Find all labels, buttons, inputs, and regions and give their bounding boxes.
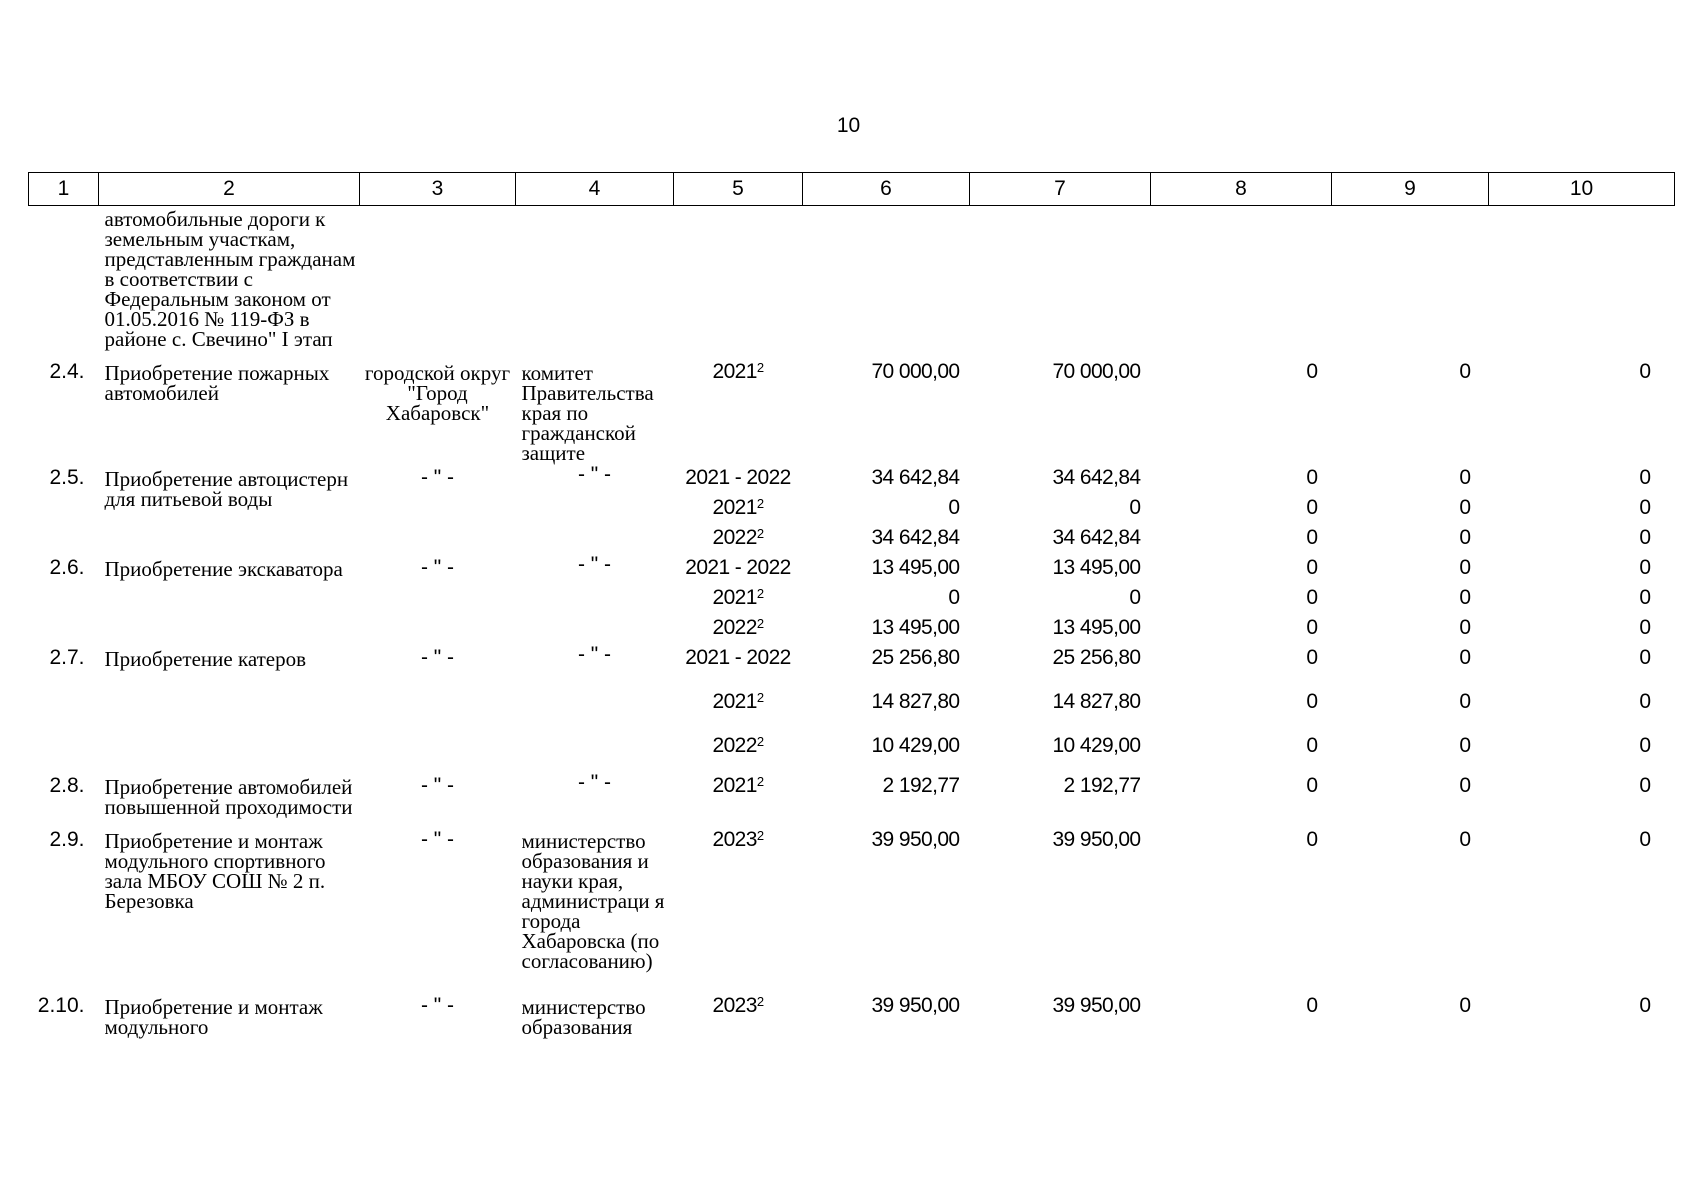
total-cell	[803, 463, 970, 553]
value-text: 34 642,84	[1052, 526, 1141, 549]
value-text: 13 495,00	[1052, 616, 1141, 639]
value-line	[1151, 523, 1318, 553]
item-name: Приобретение автомобилей повышенной проходимости	[104, 775, 353, 819]
value-line	[1151, 583, 1318, 613]
total-cell	[803, 771, 970, 825]
value-text: 39 950,00	[871, 994, 960, 1017]
value-line	[803, 825, 960, 855]
item-location: - " -	[420, 994, 455, 1017]
year-cell	[674, 357, 803, 463]
value-text: 34 642,84	[1052, 466, 1141, 489]
item-location: - " -	[420, 646, 455, 669]
source-3-cell	[1332, 553, 1489, 643]
row-number: 2.9.	[49, 828, 85, 851]
value-line	[1151, 991, 1318, 1021]
year-line	[674, 583, 803, 613]
page-number: 10	[836, 114, 861, 137]
value-line	[1151, 493, 1318, 523]
source-2-cell	[1151, 771, 1332, 825]
value-text: 0	[1306, 734, 1318, 757]
row-number: 2.4.	[49, 360, 85, 383]
value-line	[1489, 643, 1651, 687]
total-cell	[803, 643, 970, 771]
header-col-5: 5	[674, 173, 803, 206]
value-line	[803, 523, 960, 553]
value-line	[1332, 825, 1471, 855]
value-line	[1151, 643, 1318, 687]
source-4-cell	[1489, 771, 1675, 825]
source-2-cell	[1151, 357, 1332, 463]
row-number: 2.6.	[49, 556, 85, 579]
item-name: Приобретение автоцистерн для питьевой воды	[104, 467, 349, 511]
value-line	[970, 731, 1141, 771]
value-text: 0	[1639, 828, 1651, 851]
value-line	[1489, 613, 1651, 643]
value-text: 0	[1639, 734, 1651, 757]
table-row	[29, 553, 1675, 643]
value-text: 0	[1306, 466, 1318, 489]
item-executor: комитет Правительства края по гражданской защите	[521, 361, 654, 465]
table-row	[29, 825, 1675, 991]
value-text: 39 950,00	[1052, 828, 1141, 851]
year-text: 2021 - 2022	[685, 466, 791, 489]
source-4-cell	[1489, 357, 1675, 463]
item-executor: - " -	[577, 771, 612, 794]
value-text: 0	[1459, 690, 1471, 713]
item-name: Приобретение экскаватора	[104, 557, 343, 581]
year-text: 2021	[712, 690, 757, 713]
year-line	[674, 731, 803, 771]
value-text: 0	[1306, 994, 1318, 1017]
footnote-marker: 2	[756, 586, 764, 601]
value-line	[1332, 643, 1471, 687]
value-text: 0	[948, 496, 960, 519]
value-text: 0	[1459, 734, 1471, 757]
year-line	[674, 523, 803, 553]
source-3-cell	[1332, 357, 1489, 463]
value-text: 0	[1306, 556, 1318, 579]
footnote-marker: 2	[756, 526, 764, 541]
table-row	[29, 771, 1675, 825]
year-line	[674, 553, 803, 583]
value-text: 25 256,80	[871, 646, 960, 669]
value-line	[803, 463, 960, 493]
value-text: 70 000,00	[871, 360, 960, 383]
source-3-cell	[1332, 825, 1489, 991]
year-line	[674, 991, 803, 1021]
value-line	[803, 553, 960, 583]
row-number: 2.8.	[49, 774, 85, 797]
table-row	[29, 991, 1675, 1045]
footnote-marker: 2	[756, 616, 764, 631]
value-text: 2 192,77	[1063, 774, 1141, 797]
item-name: Приобретение пожарных автомобилей	[104, 361, 330, 405]
source-4-cell	[1489, 991, 1675, 1045]
value-text: 0	[1639, 586, 1651, 609]
header-col-4: 4	[516, 173, 674, 206]
header-col-8: 8	[1151, 173, 1332, 206]
value-text: 39 950,00	[871, 828, 960, 851]
source-3-cell	[1332, 643, 1489, 771]
continuation-text: автомобильные дороги к земельным участкам, представленным гражданам в соответствии с Федеральным законом от 01.05.2016 № 119-ФЗ в районе с. Свечино" I этап	[104, 207, 356, 351]
value-line	[1332, 523, 1471, 553]
year-cell	[674, 553, 803, 643]
header-col-10: 10	[1489, 173, 1675, 206]
year-text: 2021 - 2022	[685, 646, 791, 669]
value-text: 14 827,80	[871, 690, 960, 713]
value-text: 0	[1306, 496, 1318, 519]
value-text: 0	[1129, 586, 1141, 609]
value-text: 10 429,00	[1052, 734, 1141, 757]
value-line	[1332, 687, 1471, 731]
value-text: 34 642,84	[871, 526, 960, 549]
source-4-cell	[1489, 643, 1675, 771]
value-text: 0	[1306, 774, 1318, 797]
year-cell	[674, 771, 803, 825]
year-text: 2023	[712, 994, 757, 1017]
value-text: 0	[1639, 994, 1651, 1017]
value-text: 0	[1306, 360, 1318, 383]
table-body	[29, 206, 1675, 1046]
year-text: 2023	[712, 828, 757, 851]
item-location: - " -	[420, 828, 455, 851]
value-text: 0	[1459, 828, 1471, 851]
value-line	[1489, 553, 1651, 583]
value-text: 0	[1459, 360, 1471, 383]
row-number: 2.7.	[49, 646, 85, 669]
value-line	[803, 583, 960, 613]
value-text: 34 642,84	[871, 466, 960, 489]
year-cell	[674, 825, 803, 991]
value-line	[803, 991, 960, 1021]
value-line	[1151, 463, 1318, 493]
value-line	[803, 613, 960, 643]
value-line	[1151, 771, 1318, 801]
value-line	[970, 553, 1141, 583]
value-line	[970, 583, 1141, 613]
source-3-cell	[1332, 771, 1489, 825]
column-number-header	[29, 173, 1675, 206]
value-line	[1332, 493, 1471, 523]
item-executor: министерство образования и науки края, администраци я города Хабаровска (по согласованию)	[521, 829, 665, 973]
year-line	[674, 357, 803, 387]
value-line	[1151, 825, 1318, 855]
year-cell	[674, 991, 803, 1045]
total-cell	[803, 991, 970, 1045]
value-line	[803, 357, 960, 387]
year-line	[674, 771, 803, 801]
header-col-1: 1	[29, 173, 99, 206]
source-3-cell	[1332, 463, 1489, 553]
value-text: 0	[1459, 586, 1471, 609]
value-text: 0	[1306, 616, 1318, 639]
value-line	[1489, 523, 1651, 553]
value-text: 0	[1639, 646, 1651, 669]
value-line	[970, 357, 1141, 387]
value-text: 70 000,00	[1052, 360, 1141, 383]
value-line	[970, 613, 1141, 643]
value-text: 39 950,00	[1052, 994, 1141, 1017]
value-line	[803, 687, 960, 731]
header-col-6: 6	[803, 173, 970, 206]
value-line	[1151, 553, 1318, 583]
value-line	[1151, 731, 1318, 771]
year-text: 2021	[712, 586, 757, 609]
value-line	[970, 991, 1141, 1021]
value-text: 0	[1306, 526, 1318, 549]
total-cell	[803, 553, 970, 643]
value-text: 0	[1639, 360, 1651, 383]
value-text: 0	[1639, 690, 1651, 713]
footnote-marker: 2	[756, 496, 764, 511]
value-text: 0	[1306, 646, 1318, 669]
value-text: 13 495,00	[1052, 556, 1141, 579]
value-line	[1332, 731, 1471, 771]
source-1-cell	[970, 771, 1151, 825]
value-line	[970, 463, 1141, 493]
footnote-marker: 2	[756, 994, 764, 1009]
value-line	[803, 771, 960, 801]
header-col-2: 2	[99, 173, 360, 206]
value-line	[970, 687, 1141, 731]
value-text: 0	[1306, 828, 1318, 851]
value-line	[1151, 687, 1318, 731]
value-line	[1151, 613, 1318, 643]
item-executor: министерство образования	[521, 995, 646, 1039]
item-location: - " -	[420, 466, 455, 489]
footnote-marker: 2	[756, 734, 764, 749]
value-line	[1332, 991, 1471, 1021]
value-line	[970, 643, 1141, 687]
source-1-cell	[970, 357, 1151, 463]
value-text: 0	[1459, 496, 1471, 519]
value-line	[1489, 771, 1651, 801]
value-line	[1489, 357, 1651, 387]
year-cell	[674, 643, 803, 771]
year-line	[674, 463, 803, 493]
source-1-cell	[970, 463, 1151, 553]
continuation-row	[29, 206, 1675, 358]
item-executor: - " -	[577, 463, 612, 486]
source-2-cell	[1151, 463, 1332, 553]
value-line	[970, 771, 1141, 801]
value-line	[1489, 825, 1651, 855]
footnote-marker: 2	[756, 774, 764, 789]
year-text: 2022	[712, 616, 757, 639]
source-2-cell	[1151, 991, 1332, 1045]
source-2-cell	[1151, 825, 1332, 991]
value-text: 0	[1639, 556, 1651, 579]
value-text: 0	[1639, 616, 1651, 639]
year-line	[674, 613, 803, 643]
item-name: Приобретение катеров	[104, 647, 307, 671]
year-line	[674, 825, 803, 855]
footnote-marker: 2	[756, 690, 764, 705]
value-text: 2 192,77	[882, 774, 960, 797]
row-number: 2.5.	[49, 466, 85, 489]
source-1-cell	[970, 825, 1151, 991]
value-line	[970, 825, 1141, 855]
value-text: 10 429,00	[871, 734, 960, 757]
total-cell	[803, 357, 970, 463]
year-text: 2021	[712, 496, 757, 519]
value-text: 25 256,80	[1052, 646, 1141, 669]
table-row	[29, 643, 1675, 771]
header-col-3: 3	[360, 173, 516, 206]
source-1-cell	[970, 991, 1151, 1045]
value-line	[1489, 991, 1651, 1021]
year-line	[674, 687, 803, 731]
year-text: 2021	[712, 360, 757, 383]
value-text: 0	[1129, 496, 1141, 519]
value-text: 0	[1639, 774, 1651, 797]
item-name: Приобретение и монтаж модульного	[104, 995, 323, 1039]
value-line	[1332, 583, 1471, 613]
year-line	[674, 493, 803, 523]
year-text: 2022	[712, 526, 757, 549]
value-line	[1332, 771, 1471, 801]
table-row	[29, 463, 1675, 553]
value-line	[1489, 493, 1651, 523]
year-cell	[674, 463, 803, 553]
source-3-cell	[1332, 991, 1489, 1045]
value-text: 0	[1306, 690, 1318, 713]
year-text: 2021	[712, 774, 757, 797]
value-line	[1332, 463, 1471, 493]
value-line	[970, 493, 1141, 523]
value-text: 13 495,00	[871, 556, 960, 579]
row-number: 2.10.	[37, 994, 85, 1017]
source-4-cell	[1489, 553, 1675, 643]
value-line	[1489, 687, 1651, 731]
value-text: 0	[1459, 994, 1471, 1017]
item-executor: - " -	[577, 643, 612, 666]
value-text: 0	[1459, 774, 1471, 797]
item-location: городской округ "Город Хабаровск"	[364, 361, 511, 425]
item-executor: - " -	[577, 553, 612, 576]
value-line	[1151, 357, 1318, 387]
program-table	[28, 172, 1675, 1045]
header-col-9: 9	[1332, 173, 1489, 206]
year-text: 2021 - 2022	[685, 556, 791, 579]
value-text: 0	[1459, 646, 1471, 669]
value-line	[970, 523, 1141, 553]
value-line	[1332, 357, 1471, 387]
value-line	[1489, 731, 1651, 771]
value-line	[803, 731, 960, 771]
year-text: 2022	[712, 734, 757, 757]
value-text: 14 827,80	[1052, 690, 1141, 713]
source-2-cell	[1151, 643, 1332, 771]
value-text: 0	[1459, 616, 1471, 639]
value-line	[1489, 463, 1651, 493]
value-line	[803, 643, 960, 687]
value-text: 0	[1459, 526, 1471, 549]
value-line	[803, 493, 960, 523]
total-cell	[803, 825, 970, 991]
item-location: - " -	[420, 774, 455, 797]
item-name: Приобретение и монтаж модульного спортивного зала МБОУ СОШ № 2 п. Березовка	[104, 829, 326, 913]
footnote-marker: 2	[756, 360, 764, 375]
year-line	[674, 643, 803, 687]
source-4-cell	[1489, 825, 1675, 991]
source-2-cell	[1151, 553, 1332, 643]
item-location: - " -	[420, 556, 455, 579]
source-1-cell	[970, 553, 1151, 643]
value-text: 13 495,00	[871, 616, 960, 639]
source-4-cell	[1489, 463, 1675, 553]
source-1-cell	[970, 643, 1151, 771]
value-text: 0	[1459, 556, 1471, 579]
value-text: 0	[1306, 586, 1318, 609]
value-line	[1332, 553, 1471, 583]
value-text: 0	[1639, 466, 1651, 489]
value-text: 0	[1639, 526, 1651, 549]
value-text: 0	[1639, 496, 1651, 519]
header-col-7: 7	[970, 173, 1151, 206]
footnote-marker: 2	[756, 828, 764, 843]
value-text: 0	[948, 586, 960, 609]
table-row	[29, 357, 1675, 463]
value-line	[1332, 613, 1471, 643]
value-line	[1489, 583, 1651, 613]
value-text: 0	[1459, 466, 1471, 489]
